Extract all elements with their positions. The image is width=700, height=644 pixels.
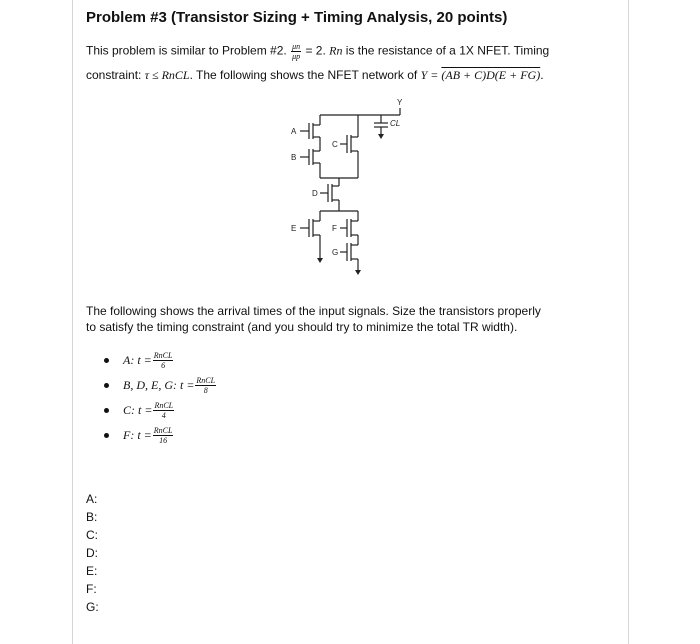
bullet-icon: [104, 408, 109, 413]
mobility-ratio-numerator: μn: [292, 42, 301, 51]
answer-d-label: D:: [86, 546, 98, 560]
gate-g-label: G: [332, 248, 339, 257]
arrival-time-item: [104, 423, 217, 448]
nfet-network-diagram: [270, 94, 430, 294]
arrival-intro-line-2: to satisfy the timing constraint (and you should try to minimize the total TR width).: [86, 320, 518, 334]
arrival-denominator: 8: [203, 386, 208, 395]
answer-b-label: B:: [86, 510, 98, 524]
equation-rhs: (AB + C)D(E + FG): [441, 68, 541, 82]
arrival-numerator: RnCL: [153, 351, 173, 360]
arrival-time-item: [104, 398, 217, 423]
arrival-fraction: [153, 401, 174, 420]
answer-g-label: G:: [86, 600, 99, 614]
bullet-icon: [104, 433, 109, 438]
arrival-denominator: 16: [159, 436, 168, 445]
arrival-label: A: t =: [123, 353, 152, 367]
timing-constraint: τ ≤ RnCL: [144, 68, 190, 82]
intro-ratio-value: = 2.: [305, 43, 330, 58]
constraint-label: constraint:: [86, 68, 145, 82]
gate-f-label: F: [332, 224, 337, 233]
answer-labels: [86, 490, 99, 616]
intro-line-1: [86, 42, 549, 61]
answer-c-label: C:: [86, 528, 98, 542]
intro-text-start: This problem is similar to Problem #2.: [86, 43, 287, 58]
rn-symbol: Rn: [329, 43, 343, 58]
intro-line-2: [86, 68, 544, 83]
arrival-numerator: RnCL: [153, 426, 173, 435]
arrival-times-list: [104, 348, 217, 448]
arrival-time-item: [104, 348, 217, 373]
arrival-fraction: [153, 351, 174, 370]
page-right-border: [628, 0, 629, 644]
bullet-icon: [104, 383, 109, 388]
page-left-border: [72, 0, 73, 644]
load-capacitor-label: CL: [390, 119, 401, 128]
gate-b-label: B: [291, 153, 297, 162]
gate-a-label: A: [291, 127, 297, 136]
answer-f-label: F:: [86, 582, 97, 596]
bullet-icon: [104, 358, 109, 363]
mobility-ratio: [291, 42, 301, 61]
gate-e-label: E: [291, 224, 297, 233]
arrival-numerator: RnCL: [196, 376, 216, 385]
problem-title: Problem #3 (Transistor Sizing + Timing Analysis, 20 points): [86, 9, 508, 26]
gate-c-label: C: [332, 140, 338, 149]
answer-e-label: E:: [86, 564, 98, 578]
answer-a-label: A:: [86, 492, 98, 506]
arrival-label: F: t =: [123, 428, 152, 442]
arrival-denominator: 4: [161, 411, 166, 420]
arrival-fraction: [195, 376, 216, 395]
arrival-label: B, D, E, G: t =: [123, 378, 195, 392]
arrival-time-item: [104, 373, 217, 398]
arrival-numerator: RnCL: [154, 401, 174, 410]
arrival-denominator: 6: [161, 361, 166, 370]
intro-network-text: . The following shows the NFET network of: [189, 68, 421, 82]
output-label: Y: [397, 98, 403, 107]
equation-lhs: Y =: [420, 68, 442, 82]
arrival-fraction: [153, 426, 174, 445]
gate-d-label: D: [312, 189, 318, 198]
equation-period: .: [540, 68, 544, 82]
arrival-label: C: t =: [123, 403, 153, 417]
intro-text-end: is the resistance of a 1X NFET. Timing: [342, 43, 550, 58]
arrival-intro-line-1: The following shows the arrival times of the input signals. Size the transistors properly: [86, 304, 541, 318]
mobility-ratio-denominator: μp: [292, 52, 301, 61]
